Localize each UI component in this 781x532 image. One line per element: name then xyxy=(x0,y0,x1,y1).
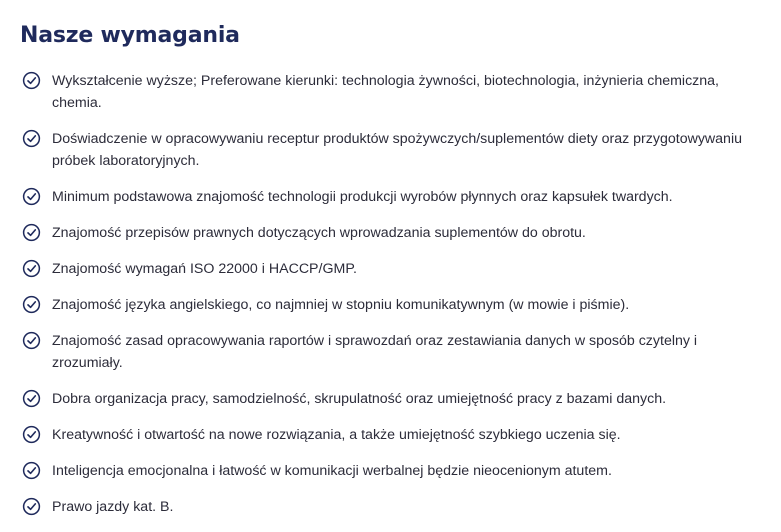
check-circle-icon xyxy=(22,389,41,408)
list-item xyxy=(22,330,752,374)
list-item xyxy=(22,460,752,482)
list-item xyxy=(22,294,752,316)
requirement-text: Wykształcenie wyższe; Preferowane kierunki: technologia żywności, biotechnologia, inżynieria chemiczna, chemia. xyxy=(52,73,719,111)
list-item xyxy=(22,186,752,208)
check-circle-icon xyxy=(22,129,41,148)
section-title: Nasze wymagania xyxy=(20,23,240,48)
requirement-text: Prawo jazdy kat. B. xyxy=(52,499,174,515)
check-circle-icon xyxy=(22,497,41,516)
check-circle-icon xyxy=(22,331,41,350)
check-circle-icon xyxy=(22,425,41,444)
requirement-text: Znajomość przepisów prawnych dotyczących wprowadzania suplementów do obrotu. xyxy=(52,225,586,241)
requirement-text: Znajomość zasad opracowywania raportów i sprawozdań oraz zestawiania danych w sposób czytelny i zrozumiały. xyxy=(52,333,698,371)
requirement-text: Znajomość wymagań ISO 22000 i HACCP/GMP. xyxy=(52,261,357,277)
list-item xyxy=(22,128,752,172)
check-circle-icon xyxy=(22,461,41,480)
list-item xyxy=(22,70,752,114)
requirement-text: Doświadczenie w opracowywaniu receptur produktów spożywczych/suplementów diety oraz przygotowywaniu próbek laboratoryjnych. xyxy=(52,131,742,169)
check-circle-icon xyxy=(22,223,41,242)
list-item xyxy=(22,388,752,410)
list-item xyxy=(22,258,752,280)
check-circle-icon xyxy=(22,295,41,314)
list-item xyxy=(22,424,752,446)
check-circle-icon xyxy=(22,187,41,206)
requirements-list xyxy=(22,70,752,532)
check-circle-icon xyxy=(22,259,41,278)
check-circle-icon xyxy=(22,71,41,90)
requirement-text: Minimum podstawowa znajomość technologii produkcji wyrobów płynnych oraz kapsułek twardych. xyxy=(52,189,673,205)
requirement-text: Inteligencja emocjonalna i łatwość w komunikacji werbalnej będzie nieocenionym atutem. xyxy=(52,463,612,479)
requirement-text: Znajomość języka angielskiego, co najmniej w stopniu komunikatywnym (w mowie i piśmie). xyxy=(52,297,630,313)
list-item xyxy=(22,496,752,518)
list-item xyxy=(22,222,752,244)
requirement-text: Dobra organizacja pracy, samodzielność, skrupulatność oraz umiejętność pracy z bazami danych. xyxy=(52,391,667,407)
requirement-text: Kreatywność i otwartość na nowe rozwiązania, a także umiejętność szybkiego uczenia się. xyxy=(52,427,621,443)
